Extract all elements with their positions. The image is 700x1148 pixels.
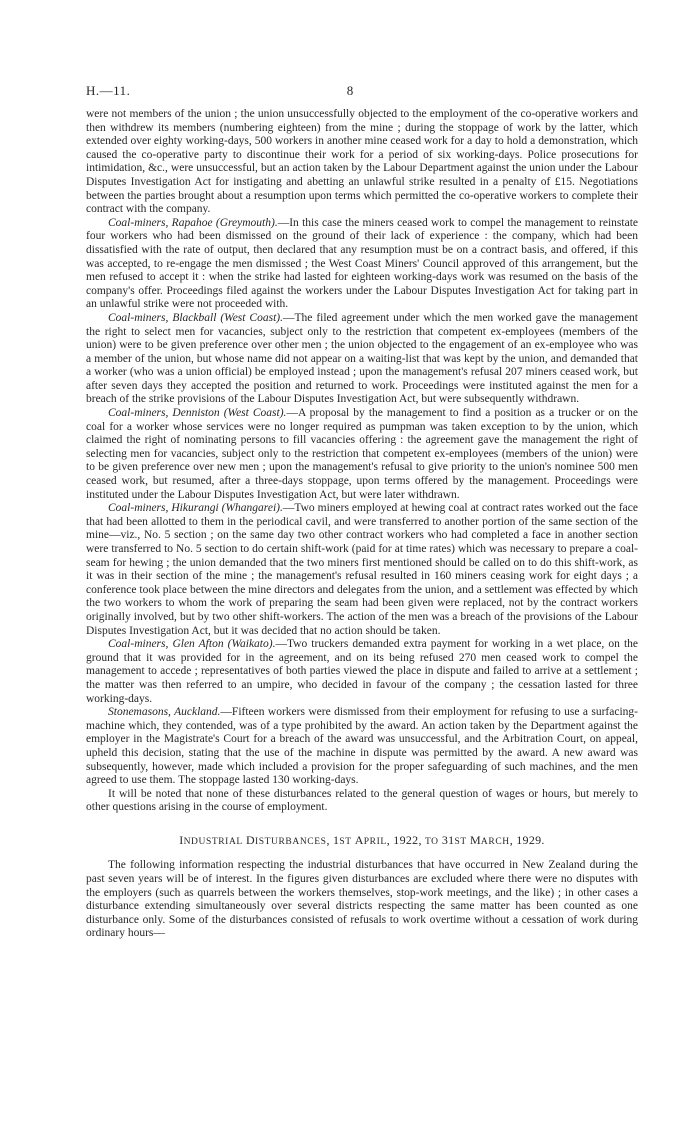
paragraph-summary [86,788,638,815]
section-heading-text: INDUSTRIAL DISTURBANCES, 1ST APRIL, 1922, TO 31ST MARCH, 1929. [179,832,545,847]
case-heading: Coal-miners, Glen Afton (Waikato). [108,638,276,651]
case-heading: Stonemasons, Auckland. [108,706,221,719]
page-number: 8 [346,83,354,98]
paragraph-rapahoe [86,217,638,312]
document-reference: H.—11. [86,83,131,98]
paragraph-section-intro [86,859,638,941]
paragraph-text: —In this case the miners ceased work to compel the management to reinstate four workers who had been dismissed on the ground of their lack of experience : the company, which had been dissatisfied with the rate of output, then declared that any resumption must be on a contract basis, and offered, if this was accepted, to re-engage the men dismissed ; the West Coast Miners' Council approved of this arrangement, but the men refused to accept it : when the strike had lasted for eighteen working-days work was resumed on the basis of the company's offer. Proceedings filed against the workers under the Labour Disputes Investigation Act for taking part in an unlawful strike were not proceeded with. [86,216,638,311]
paragraph-text: —Fifteen workers were dismissed from their employment for refusing to use a surfacing-machine which, they contended, was of a type prohibited by the award. An action taken by the Department against the employer in the Magistrate's Court for a breach of the award was unsuccessful, and the Arbitration Court, on appeal, upheld this decision, stating that the use of the machine in dispute was permitted by the award. A new award was subsequently, however, made which included a provision for the proper safeguarding of such machines, and the men agreed to use them. The stoppage lasted 130 working-days. [86,706,638,787]
case-heading: Coal-miners, Rapahoe (Greymouth). [108,216,278,229]
paragraph-text: were not members of the union ; the union unsuccessfully objected to the employment of the co-operative workers and then withdrew its members (numbering eighteen) from the mine ; during the stoppage of work by the latter, which extended over eighty working-days, 500 workers in another mine ceased work for a day to hold a demonstration, which caused the co-operative party to discontinue their work for a period of six working-days. Police prosecutions for intimidation, &c., were unsuccessful, but an action taken by the Labour Department against the union under the Labour Disputes Investigation Act for instigating and abetting an unlawful strike resulted in a penalty of £15. Negotiations between the parties brought about a resumption upon terms which permitted the co-operative workers to complete their contract with the company. [86,108,638,216]
paragraph-glen-afton [86,638,638,706]
paragraph-text: —Two miners employed at hewing coal at contract rates worked out the face that had been allotted to them in the periodical cavil, and were transferred to another portion of the same section of the mine—viz., No. 5 section ; on the same day two other contract workers who had completed a face in another section were transferred to No. 5 section to do certain shift-work (paid for at time rates) which was necessary to prepare a coal-seam for hewing ; the union demanded that the two miners first mentioned should be called on to do this shift-work, as it was in their section of the mine ; the management's refusal resulted in 160 miners ceasing work for eight days ; a conference took place between the mine directors and delegates from the union, and a settlement was effected by which the two workers to whom the work of preparing the seam had been given were replaced, not by the contract workers originally involved, but by two other shift-workers. The action of the men was a breach of the provisions of the Labour Disputes Investigation Act, but it was decided that no action should be taken. [86,502,638,637]
body-text [86,108,638,941]
paragraph-text: —The filed agreement under which the men worked gave the management the right to select men for vacancies, subject only to the restriction that competent ex-employees (members of the union) were to be given preference over other men ; the union objected to the engagement of an ex-employee who was a member of the union, but whose name did not appear on a waiting-list that was kept by the union, and demanded that a worker (who was a union official) be employed instead ; upon the management's refusal 207 miners ceased work, but after seven days they accepted the position and returned to work. Proceedings were instituted against the men for a breach of the strike provisions of the Labour Disputes Investigation Act, but were subsequently withdrawn. [86,311,638,406]
paragraph-denniston [86,407,638,502]
case-heading: Coal-miners, Denniston (West Coast). [108,407,287,420]
paragraph-text: —Two truckers demanded extra payment for working in a wet place, on the ground that it was provided for in the agreement, and on its being refused 270 men ceased work to compel the management to accede ; representatives of both parties viewed the place in dispute and failed to arrive at a settlement ; the matter was then referred to an umpire, who decided in favour of the company ; the cessation lasted for three working-days. [86,638,638,705]
paragraph-text: The following information respecting the industrial disturbances that have occurred in New Zealand during the past seven years will be of interest. In the figures given disturbances are excluded where there were no disputes with the employers (such as quarrels between the workers themselves, stop-work meetings, and the like) ; in other cases a disturbance extending simultaneously over several districts respecting the same matter has been counted as one disturbance only. Some of the disturbances consisted of refusals to work overtime without a cessation of work during ordinary hours— [86,859,638,940]
paragraph-continuation [86,108,638,217]
case-heading: Coal-miners, Hikurangi (Whangarei). [108,502,283,515]
paragraph-text: —A proposal by the management to find a position as a trucker or on the coal for a worker whose services were no longer required as pumpman was taken exception to by the union, which claimed the right of nominating persons to fill vacancies offering : the agreement gave the management the right of selecting men for vacancies, subject only to the restriction that competent ex-employees (members of the union) were to be given preference over new men ; upon the management's refusal to give priority to the union's nominee 500 men ceased work, but resumed, after a three-days stoppage, upon terms offered by the management. Proceedings were instituted under the Labour Disputes Investigation Act, but were later withdrawn. [86,407,638,501]
paragraph-blackball [86,312,638,407]
paragraph-stonemasons [86,706,638,788]
paragraph-hikurangi [86,502,638,638]
section-heading [86,834,638,850]
case-heading: Coal-miners, Blackball (West Coast). [108,311,283,324]
paragraph-text: It will be noted that none of these disturbances related to the general question of wages or hours, but merely to other questions arising in the course of employment. [86,787,638,814]
